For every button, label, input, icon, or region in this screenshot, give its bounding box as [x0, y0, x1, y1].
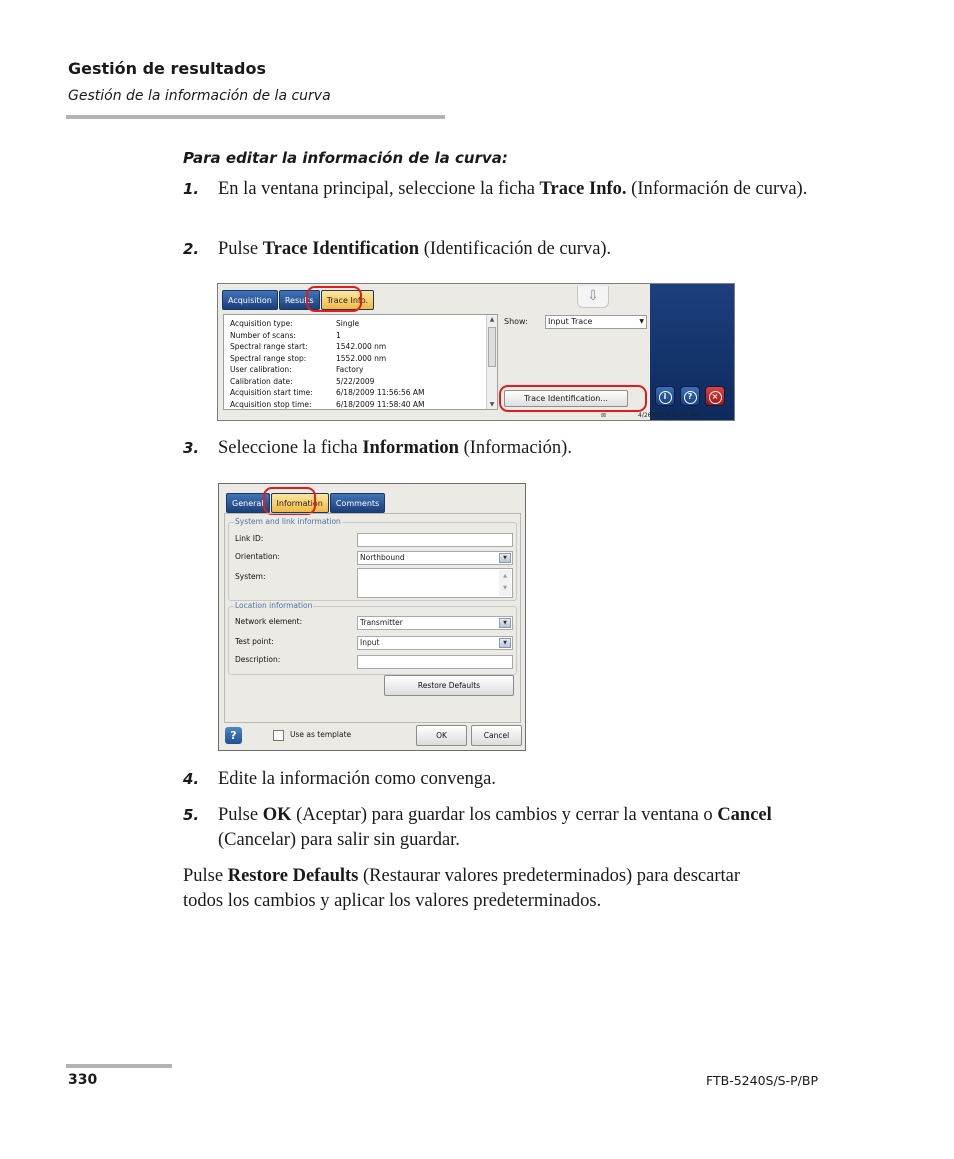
- tab-results[interactable]: Results: [279, 290, 320, 310]
- system-label: System:: [235, 572, 266, 581]
- use-as-template-checkbox[interactable]: [273, 730, 284, 741]
- link-id-input[interactable]: [357, 533, 513, 547]
- scrollbar[interactable]: ▲ ▼: [499, 570, 511, 596]
- scroll-down-icon[interactable]: ▼: [489, 401, 495, 408]
- list-item: User calibration: Factory: [230, 365, 364, 374]
- network-element-label: Network element:: [235, 617, 303, 626]
- chevron-down-icon: ▼: [639, 318, 644, 325]
- list-scrollbar[interactable]: [486, 315, 497, 409]
- highlight-circle: [306, 286, 362, 312]
- step-text: Seleccione la ficha Information (Información).: [218, 438, 572, 458]
- tab-general[interactable]: General: [226, 493, 270, 513]
- orientation-select[interactable]: Northbound ▼: [357, 551, 513, 565]
- list-item: Spectral range start: 1542.000 nm: [230, 342, 387, 351]
- help-icon[interactable]: ?: [680, 386, 700, 406]
- group-title: Location information: [235, 601, 313, 610]
- tab-comments[interactable]: Comments: [330, 493, 385, 513]
- step-number: 3.: [183, 439, 200, 457]
- system-textarea[interactable]: [357, 568, 513, 598]
- step-number: 2.: [183, 240, 200, 258]
- highlight-circle: [499, 385, 647, 412]
- status-time: 4/26/2013 10:24 AM: [638, 412, 700, 419]
- tab-trace-info[interactable]: Trace Info.: [321, 290, 374, 310]
- step-text: Pulse OK (Aceptar) para guardar los cambios y cerrar la ventana o Cancel (Cancelar) para salir sin guardar.: [218, 805, 772, 850]
- group-system-link: [228, 517, 517, 601]
- procedure-title: Para editar la información de la curva:: [183, 149, 508, 167]
- information-panel: [224, 513, 521, 723]
- use-as-template-label: Use as template: [290, 730, 352, 739]
- ok-button[interactable]: OK: [416, 725, 467, 746]
- group-location: [228, 601, 517, 675]
- group-title: System and link information: [235, 517, 341, 526]
- scroll-up-icon[interactable]: ▲: [489, 316, 495, 323]
- list-item: Spectral range stop: 1552.000 nm: [230, 353, 387, 363]
- test-point-label: Test point:: [235, 637, 274, 646]
- restore-defaults-button[interactable]: Restore Defaults: [384, 675, 514, 696]
- info-icon[interactable]: i: [655, 386, 675, 406]
- show-label: Show:: [504, 317, 528, 326]
- dialog-footer: [219, 722, 525, 750]
- section-header: Gestión de resultados: [68, 59, 267, 78]
- step-text: En la ventana principal, seleccione la ficha Trace Info. (Información de curva).: [218, 179, 808, 199]
- network-element-select[interactable]: Transmitter ▼: [357, 616, 513, 630]
- highlight-circle: [263, 487, 316, 515]
- document-id: FTB-5240S/S-P/BP: [706, 1073, 818, 1088]
- step-number: 5.: [183, 806, 200, 824]
- list-item: Number of scans: 1: [230, 330, 341, 340]
- chevron-down-icon: ▼: [499, 618, 511, 628]
- list-item: Acquisition start time: 6/18/2009 11:56:56 AM: [230, 388, 425, 397]
- show-select[interactable]: Input Trace ▼: [545, 315, 647, 329]
- link-id-label: Link ID:: [235, 534, 264, 543]
- list-item: Acquisition stop time: 6/18/2009 11:58:40 AM: [230, 399, 425, 409]
- status-icon: ⊠: [601, 412, 607, 419]
- trace-identification-button[interactable]: Trace Identification...: [504, 390, 628, 407]
- orientation-label: Orientation:: [235, 552, 280, 561]
- list-item: Calibration date: 5/22/2009: [230, 376, 375, 386]
- description-input[interactable]: [357, 655, 513, 669]
- trace-identification-screenshot: [218, 483, 526, 751]
- step-text: Edite la información como convenga.: [218, 769, 496, 789]
- tab-acquisition[interactable]: Acquisition: [222, 290, 278, 310]
- subsection-header: Gestión de la información de la curva: [68, 88, 331, 104]
- trace-info-screenshot: [217, 283, 735, 421]
- page-number: 330: [68, 1072, 98, 1088]
- help-icon[interactable]: ?: [225, 727, 242, 744]
- test-point-select[interactable]: Input ▼: [357, 636, 513, 650]
- download-arrow-icon[interactable]: ⇩: [577, 286, 609, 308]
- restore-defaults-note: Pulse Restore Defaults (Restaurar valores predeterminados) para descartar todos los cambios y aplicar los valores predeterminados.: [183, 866, 741, 911]
- header-rule: [66, 115, 445, 119]
- step-number: 4.: [183, 770, 200, 788]
- step-text: Pulse Trace Identification (Identificación de curva).: [218, 239, 612, 259]
- scroll-thumb[interactable]: [488, 327, 496, 367]
- description-label: Description:: [235, 655, 281, 664]
- side-panel: [650, 284, 735, 421]
- close-icon[interactable]: ×: [705, 386, 725, 406]
- step-number: 1.: [183, 180, 200, 198]
- chevron-down-icon: ▼: [499, 553, 511, 563]
- cancel-button[interactable]: Cancel: [471, 725, 522, 746]
- list-item: Acquisition type: Single: [230, 319, 360, 328]
- trace-info-list: [223, 314, 498, 410]
- footer-rule: [66, 1064, 172, 1068]
- chevron-down-icon: ▼: [499, 638, 511, 648]
- tab-information[interactable]: Information: [271, 493, 329, 513]
